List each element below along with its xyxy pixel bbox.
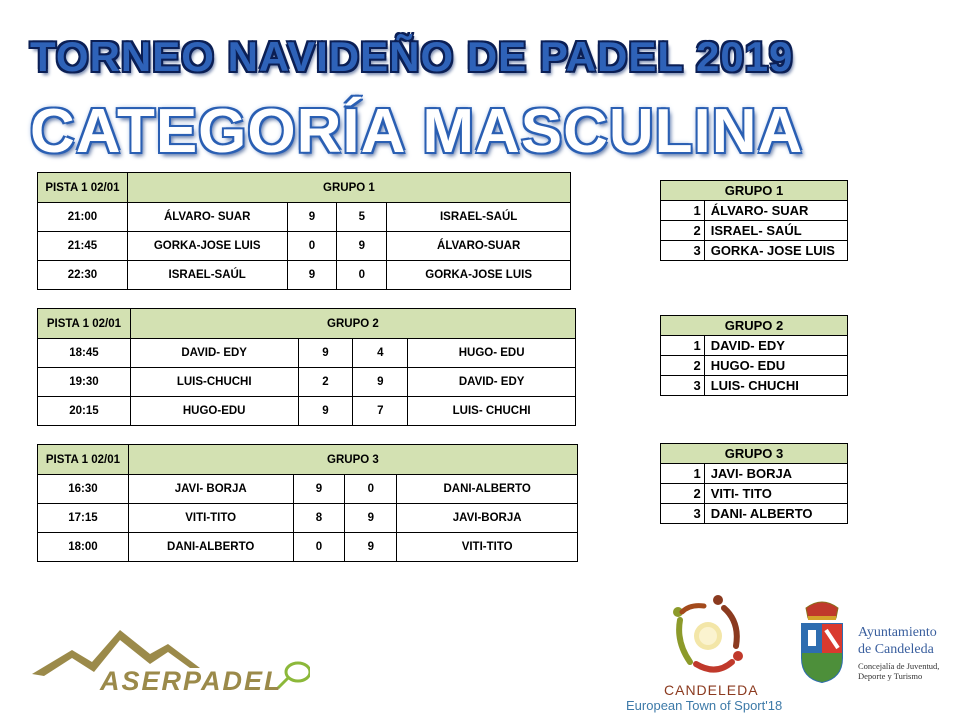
team-home: ÁLVARO- SUAR (127, 203, 287, 232)
team-away: JAVI-BORJA (397, 504, 578, 533)
list-item (661, 221, 848, 241)
team-home: JAVI- BORJA (128, 475, 293, 504)
match-time: 19:30 (38, 368, 131, 397)
team-home: HUGO-EDU (130, 397, 298, 426)
position: 1 (661, 464, 705, 484)
team-away: DANI-ALBERTO (397, 475, 578, 504)
court-date: PISTA 1 02/01 (38, 173, 128, 203)
match-time: 16:30 (38, 475, 129, 504)
category-title: CATEGORÍA MASCULINA (30, 97, 804, 166)
standings-header: GRUPO 3 (661, 444, 848, 464)
ayuntamiento-line1: Ayuntamiento (858, 625, 937, 640)
candeleda-logo (620, 590, 800, 716)
position: 3 (661, 241, 705, 261)
team-home: LUIS-CHUCHI (130, 368, 298, 397)
match-table-grupo-2 (37, 308, 576, 426)
position: 2 (661, 221, 705, 241)
aserpadel-logo (30, 622, 310, 702)
table-row (38, 533, 578, 562)
team-home: DANI-ALBERTO (128, 533, 293, 562)
aserpadel-wordmark: ASERPADEL (100, 666, 283, 696)
team-name: DANI- ALBERTO (704, 504, 847, 524)
coat-of-arms-icon (798, 598, 846, 684)
team-away: LUIS- CHUCHI (408, 397, 576, 426)
ayuntamiento-line3: Concejalía de Juventud, (858, 661, 940, 671)
score-away: 0 (345, 475, 397, 504)
table-row (38, 475, 578, 504)
score-away: 7 (353, 397, 408, 426)
european-town-caption: European Town of Sport'18 (626, 698, 783, 713)
position: 1 (661, 336, 705, 356)
team-name: HUGO- EDU (704, 356, 847, 376)
standings-header: GRUPO 2 (661, 316, 848, 336)
score-away: 9 (345, 533, 397, 562)
standings-grupo-1 (660, 180, 848, 261)
score-home: 0 (293, 533, 345, 562)
group-header: GRUPO 3 (128, 445, 577, 475)
ayuntamiento-line4: Deporte y Turismo (858, 671, 923, 681)
list-item (661, 504, 848, 524)
court-date: PISTA 1 02/01 (38, 309, 131, 339)
tournament-title: TORNEO NAVIDEÑO DE PADEL 2019 (30, 33, 794, 80)
ayuntamiento-line2: de Candeleda (858, 642, 934, 657)
standings-grupo-2 (660, 315, 848, 396)
standings-header: GRUPO 1 (661, 181, 848, 201)
table-row (38, 203, 571, 232)
table-row (38, 368, 576, 397)
team-name: GORKA- JOSE LUIS (704, 241, 847, 261)
score-away: 5 (337, 203, 387, 232)
team-away: HUGO- EDU (408, 339, 576, 368)
score-home: 2 (298, 368, 353, 397)
list-item (661, 201, 848, 221)
list-item (661, 464, 848, 484)
score-home: 0 (287, 232, 337, 261)
list-item (661, 241, 848, 261)
candeleda-wordmark: CANDELEDA (664, 682, 759, 698)
match-time: 22:30 (38, 261, 128, 290)
team-name: JAVI- BORJA (704, 464, 847, 484)
team-name: VITI- TITO (704, 484, 847, 504)
position: 3 (661, 376, 705, 396)
team-away: ISRAEL-SAÚL (387, 203, 571, 232)
score-home: 9 (298, 397, 353, 426)
ayuntamiento-logo (798, 598, 948, 688)
match-time: 20:15 (38, 397, 131, 426)
table-row (38, 339, 576, 368)
list-item (661, 336, 848, 356)
position: 2 (661, 484, 705, 504)
match-time: 18:00 (38, 533, 129, 562)
score-home: 9 (287, 261, 337, 290)
score-away: 9 (345, 504, 397, 533)
group-header: GRUPO 1 (127, 173, 570, 203)
team-away: VITI-TITO (397, 533, 578, 562)
score-home: 9 (293, 475, 345, 504)
team-away: ÁLVARO-SUAR (387, 232, 571, 261)
list-item (661, 376, 848, 396)
score-away: 9 (353, 368, 408, 397)
standings-grupo-3 (660, 443, 848, 524)
score-away: 0 (337, 261, 387, 290)
match-time: 17:15 (38, 504, 129, 533)
court-date: PISTA 1 02/01 (38, 445, 129, 475)
list-item (661, 484, 848, 504)
team-home: VITI-TITO (128, 504, 293, 533)
team-away: GORKA-JOSE LUIS (387, 261, 571, 290)
match-time: 18:45 (38, 339, 131, 368)
table-row (38, 261, 571, 290)
team-home: GORKA-JOSE LUIS (127, 232, 287, 261)
match-time: 21:00 (38, 203, 128, 232)
score-away: 9 (337, 232, 387, 261)
team-name: DAVID- EDY (704, 336, 847, 356)
table-row (38, 397, 576, 426)
match-time: 21:45 (38, 232, 128, 261)
score-home: 8 (293, 504, 345, 533)
position: 1 (661, 201, 705, 221)
table-row (38, 232, 571, 261)
team-away: DAVID- EDY (408, 368, 576, 397)
score-home: 9 (298, 339, 353, 368)
position: 3 (661, 504, 705, 524)
team-name: ÁLVARO- SUAR (704, 201, 847, 221)
match-table-grupo-3 (37, 444, 578, 562)
list-item (661, 356, 848, 376)
match-table-grupo-1 (37, 172, 571, 290)
score-away: 4 (353, 339, 408, 368)
team-name: LUIS- CHUCHI (704, 376, 847, 396)
group-header: GRUPO 2 (130, 309, 575, 339)
position: 2 (661, 356, 705, 376)
table-row (38, 504, 578, 533)
team-home: ISRAEL-SAÚL (127, 261, 287, 290)
team-name: ISRAEL- SAÚL (704, 221, 847, 241)
team-home: DAVID- EDY (130, 339, 298, 368)
score-home: 9 (287, 203, 337, 232)
people-circle-icon (620, 590, 800, 682)
